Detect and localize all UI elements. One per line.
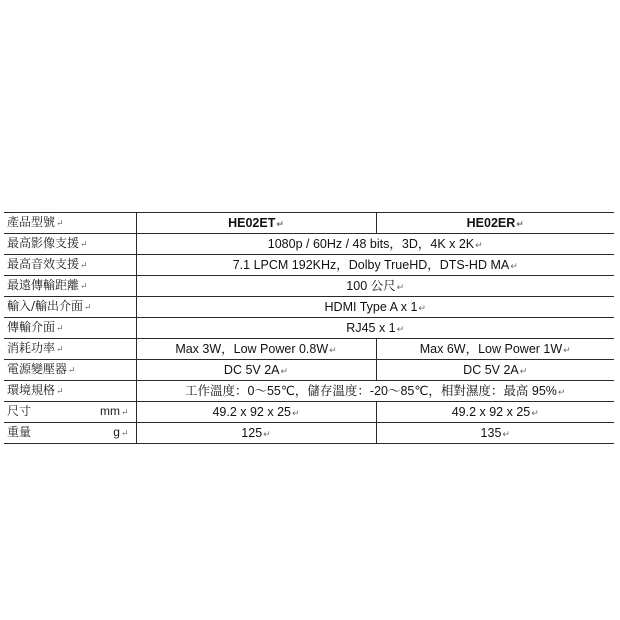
row-label-cell (4, 339, 136, 360)
row-label-cell (4, 402, 136, 423)
row-value-cell (136, 276, 614, 297)
paragraph-mark-icon: ↵ (291, 407, 300, 418)
row-label: 電源變壓器 (7, 362, 68, 376)
row-label: 最高影像支援 (7, 236, 80, 250)
table-row (4, 297, 614, 318)
paragraph-mark-icon: ↵ (329, 344, 337, 355)
paragraph-mark-icon: ↵ (396, 281, 405, 292)
row-value-cell (136, 297, 614, 318)
row-value-er-cell (376, 423, 614, 444)
row-value: 工作溫度：0～55℃，儲存溫度：-20～85℃，相對濕度：最高 95% (185, 383, 557, 398)
header-model-et-cell (136, 213, 376, 234)
header-model-er-cell (376, 213, 614, 234)
header-label: 產品型號 (7, 215, 56, 229)
row-unit: g (113, 425, 120, 439)
paragraph-mark-icon: ↵ (56, 324, 64, 334)
table-row (4, 276, 614, 297)
row-value-et: Max 3W，Low Power 0.8W (175, 341, 329, 356)
paragraph-mark-icon: ↵ (68, 366, 76, 376)
paragraph-mark-icon: ↵ (563, 344, 571, 355)
paragraph-mark-icon: ↵ (80, 240, 88, 250)
paragraph-mark-icon: ↵ (263, 428, 271, 439)
table-row (4, 234, 614, 255)
table-row (4, 402, 614, 423)
paragraph-mark-icon: ↵ (418, 302, 426, 313)
paragraph-mark-icon: ↵ (557, 386, 566, 397)
row-value: RJ45 x 1 (346, 320, 396, 335)
row-label: 消耗功率 (7, 341, 56, 355)
row-value-et-cell (136, 360, 376, 381)
row-label-cell (4, 255, 136, 276)
paragraph-mark-icon: ↵ (502, 428, 510, 439)
paragraph-mark-icon: ↵ (80, 282, 88, 292)
row-label: 尺寸 (7, 404, 32, 418)
row-label-cell (4, 423, 136, 444)
row-value: HDMI Type A x 1 (324, 299, 418, 314)
row-label-cell (4, 318, 136, 339)
row-label: 最高音效支援 (7, 257, 80, 271)
row-value-cell (136, 255, 614, 276)
paragraph-mark-icon: ↵ (519, 365, 528, 376)
row-value-et: DC 5V 2A (223, 362, 280, 377)
row-label-cell (4, 276, 136, 297)
paragraph-mark-icon: ↵ (276, 218, 284, 229)
row-value-cell (136, 381, 614, 402)
row-label: 最遠傳輸距離 (7, 278, 80, 292)
table-row (4, 360, 614, 381)
paragraph-mark-icon: ↵ (510, 260, 518, 271)
row-label: 輸入/輸出介面 (7, 299, 84, 313)
paragraph-mark-icon: ↵ (80, 261, 88, 271)
row-value-cell (136, 234, 614, 255)
row-unit: mm (99, 404, 120, 418)
row-value-er: 135 (480, 425, 502, 440)
row-label: 重量 (7, 425, 32, 439)
table-row (4, 423, 614, 444)
header-model-et: HE02ET (228, 215, 276, 230)
row-label-cell (4, 381, 136, 402)
paragraph-mark-icon: ↵ (531, 407, 539, 418)
row-value-et: 49.2 x 92 x 25 (212, 404, 291, 419)
row-label: 傳輸介面 (7, 320, 56, 334)
table-row (4, 381, 614, 402)
header-model-er: HE02ER (466, 215, 516, 230)
table-row (4, 318, 614, 339)
paragraph-mark-icon: ↵ (120, 408, 129, 418)
row-value-er-cell (376, 360, 614, 381)
row-value-er-cell (376, 402, 614, 423)
paragraph-mark-icon: ↵ (396, 323, 405, 334)
row-value-er: DC 5V 2A (463, 362, 519, 377)
paragraph-mark-icon: ↵ (516, 218, 524, 229)
table-row (4, 339, 614, 360)
paragraph-mark-icon: ↵ (120, 429, 129, 439)
paragraph-mark-icon: ↵ (475, 239, 483, 250)
row-label-cell (4, 360, 136, 381)
paragraph-mark-icon: ↵ (56, 219, 64, 229)
row-label: 環境規格 (7, 383, 56, 397)
table-header-row (4, 213, 614, 234)
row-value-er: Max 6W，Low Power 1W (419, 341, 563, 356)
row-value: 100 公尺 (346, 278, 396, 293)
row-value: 7.1 LPCM 192KHz，Dolby TrueHD，DTS-HD MA (232, 257, 510, 272)
paragraph-mark-icon: ↵ (280, 365, 289, 376)
row-value-et-cell (136, 339, 376, 360)
row-label-cell (4, 297, 136, 318)
row-value-et-cell (136, 423, 376, 444)
row-label-cell (4, 234, 136, 255)
table-row (4, 255, 614, 276)
row-value-et: 125 (241, 425, 263, 440)
row-value-er: 49.2 x 92 x 25 (451, 404, 531, 419)
row-value-et-cell (136, 402, 376, 423)
paragraph-mark-icon: ↵ (56, 345, 64, 355)
paragraph-mark-icon: ↵ (56, 387, 64, 397)
spec-table (4, 212, 614, 444)
row-value-er-cell (376, 339, 614, 360)
row-value: 1080p / 60Hz / 48 bits，3D，4K x 2K (267, 236, 475, 251)
header-label-cell (4, 213, 136, 234)
paragraph-mark-icon: ↵ (84, 303, 92, 313)
row-value-cell (136, 318, 614, 339)
